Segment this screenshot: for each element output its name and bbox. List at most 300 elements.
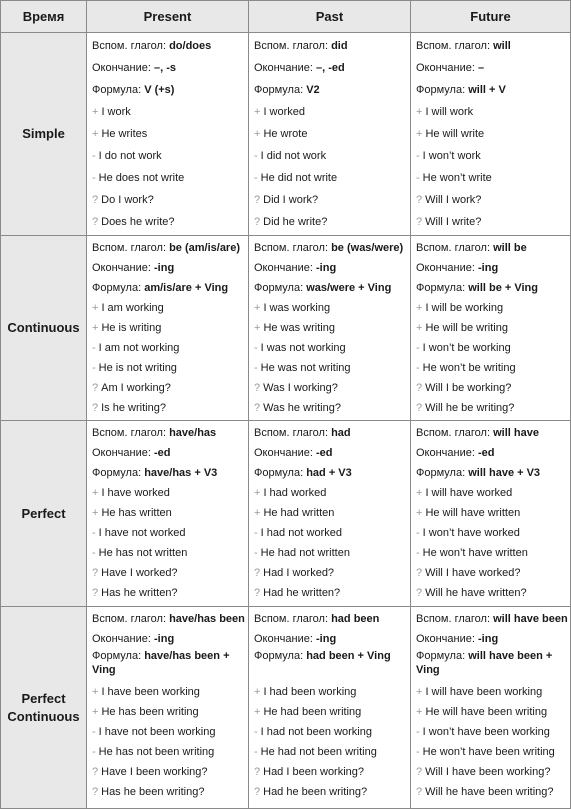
example-sign: +: [92, 507, 99, 519]
example-line: [254, 762, 407, 782]
example-text: I will have been working: [425, 686, 543, 698]
tense-cell-future: [411, 607, 571, 809]
aux-value: did: [331, 40, 348, 52]
example-sign: -: [416, 342, 420, 354]
example-text: He won’t have been writing: [422, 746, 555, 758]
aux-label: Вспом. глагол:: [416, 613, 491, 625]
example-text: Will I work?: [425, 194, 482, 206]
ending-line: [254, 57, 407, 79]
example-line: [92, 483, 245, 503]
header-time: Время: [1, 1, 87, 33]
example-line: [416, 167, 567, 189]
example-text: He had not written: [260, 547, 350, 559]
example-text: He does not write: [98, 172, 185, 184]
example-text: I had not been working: [260, 726, 372, 738]
example-line: [254, 167, 407, 189]
aux-line: [92, 609, 245, 629]
example-text: I had worked: [263, 487, 327, 499]
header-row: [1, 1, 571, 33]
header-past: Past: [249, 1, 411, 33]
example-line: [416, 702, 567, 722]
formula-line: [254, 649, 407, 682]
example-sign: ?: [254, 567, 261, 579]
example-line: [92, 742, 245, 762]
example-sign: ?: [254, 194, 261, 206]
example-text: I am not working: [98, 342, 180, 354]
example-line: [92, 358, 245, 378]
example-text: He had not been writing: [260, 746, 377, 758]
example-text: Have I worked?: [101, 567, 178, 579]
example-line: [416, 398, 567, 418]
example-line: [254, 298, 407, 318]
example-line: [92, 523, 245, 543]
example-text: Has he written?: [101, 587, 178, 599]
aux-label: Вспом. глагол:: [92, 242, 167, 254]
example-text: He will be writing: [425, 322, 508, 334]
example-sign: ?: [416, 766, 423, 778]
example-line: [92, 398, 245, 418]
ending-value: -ing: [316, 262, 337, 274]
example-sign: ?: [254, 382, 261, 394]
example-text: I won’t work: [422, 150, 481, 162]
tense-row: [1, 33, 571, 236]
example-line: [254, 358, 407, 378]
example-line: [416, 318, 567, 338]
tense-name: Perfect: [1, 421, 87, 607]
example-text: He has been writing: [101, 706, 199, 718]
formula-value: V2: [306, 84, 320, 96]
aux-value: had: [331, 427, 351, 439]
example-text: He has not been writing: [98, 746, 215, 758]
example-sign: -: [92, 527, 96, 539]
example-text: Has he been writing?: [101, 786, 205, 798]
aux-label: Вспом. глагол:: [416, 40, 491, 52]
aux-line: [92, 423, 245, 443]
aux-label: Вспом. глагол:: [254, 40, 329, 52]
formula-value: V (+s): [144, 84, 175, 96]
ending-value: -ed: [316, 447, 333, 459]
ending-label: Окончание:: [92, 447, 151, 459]
tense-cell-present: [87, 607, 249, 809]
example-line: [92, 338, 245, 358]
formula-line: [416, 649, 567, 682]
aux-value: do/does: [169, 40, 212, 52]
example-line: [92, 167, 245, 189]
example-sign: +: [254, 686, 261, 698]
ending-value: –, -ed: [316, 62, 345, 74]
header-future: Future: [411, 1, 571, 33]
example-line: [416, 189, 567, 211]
formula-line: [92, 463, 245, 483]
formula-line: [416, 463, 567, 483]
tense-cell-present: [87, 33, 249, 236]
example-sign: -: [92, 362, 96, 374]
tense-row: [1, 607, 571, 809]
example-sign: ?: [254, 402, 261, 414]
ending-line: [254, 629, 407, 649]
tenses-body: [1, 33, 571, 809]
example-sign: ?: [254, 587, 261, 599]
tense-cell-past: [249, 33, 411, 236]
example-sign: -: [416, 150, 420, 162]
tense-cell-present: [87, 421, 249, 607]
example-line: [416, 762, 567, 782]
formula-value: have/has been + Ving: [92, 650, 230, 676]
example-sign: +: [92, 128, 99, 140]
ending-label: Окончание:: [254, 447, 313, 459]
example-line: [92, 145, 245, 167]
example-text: Will he have been writing?: [425, 786, 554, 798]
ending-value: -ing: [478, 633, 499, 645]
example-line: [254, 782, 407, 802]
example-text: I worked: [263, 106, 306, 118]
aux-value: will have been: [493, 613, 568, 625]
example-line: [254, 338, 407, 358]
example-text: He has not written: [98, 547, 188, 559]
example-line: [254, 742, 407, 762]
formula-line: [254, 79, 407, 101]
example-text: I have not been working: [98, 726, 216, 738]
header-present: Present: [87, 1, 249, 33]
example-sign: -: [416, 172, 420, 184]
example-line: [92, 722, 245, 742]
aux-line: [254, 238, 407, 258]
example-text: He will have been writing: [425, 706, 548, 718]
formula-value: have/has + V3: [144, 467, 218, 479]
formula-value: had + V3: [306, 467, 352, 479]
example-line: [92, 682, 245, 702]
example-sign: -: [416, 527, 420, 539]
example-line: [92, 378, 245, 398]
formula-label: Формула:: [92, 650, 142, 662]
aux-value: will: [493, 40, 511, 52]
example-text: Will I have worked?: [425, 567, 521, 579]
example-line: [92, 318, 245, 338]
ending-label: Окончание:: [92, 62, 151, 74]
aux-line: [254, 609, 407, 629]
example-line: [416, 338, 567, 358]
example-line: [416, 378, 567, 398]
ending-value: –, -s: [154, 62, 177, 74]
example-sign: +: [416, 686, 423, 698]
example-sign: ?: [416, 382, 423, 394]
aux-label: Вспом. глагол:: [254, 613, 329, 625]
example-text: Have I been working?: [101, 766, 208, 778]
formula-line: [416, 79, 567, 101]
ending-value: -ing: [316, 633, 337, 645]
example-line: [254, 123, 407, 145]
tense-cell-past: [249, 236, 411, 421]
example-sign: +: [416, 302, 423, 314]
example-sign: -: [254, 746, 258, 758]
formula-label: Формула:: [254, 467, 304, 479]
example-text: I will work: [425, 106, 474, 118]
ending-label: Окончание:: [416, 633, 475, 645]
example-line: [254, 543, 407, 563]
example-line: [254, 563, 407, 583]
example-text: I have not worked: [98, 527, 186, 539]
aux-value: have/has been: [169, 613, 245, 625]
example-sign: +: [416, 706, 423, 718]
aux-value: will be: [493, 242, 527, 254]
example-sign: ?: [254, 766, 261, 778]
example-text: He is not writing: [98, 362, 177, 374]
formula-label: Формула:: [416, 467, 466, 479]
formula-label: Формула:: [92, 282, 142, 294]
example-line: [254, 211, 407, 233]
formula-label: Формула:: [254, 84, 304, 96]
example-text: I work: [101, 106, 131, 118]
formula-value: will have + V3: [468, 467, 541, 479]
aux-line: [416, 238, 567, 258]
ending-line: [416, 629, 567, 649]
example-sign: +: [254, 487, 261, 499]
example-sign: -: [92, 150, 96, 162]
example-text: He will have written: [425, 507, 521, 519]
example-text: He will write: [425, 128, 485, 140]
formula-label: Формула:: [416, 650, 466, 662]
ending-line: [92, 258, 245, 278]
example-text: He had written: [263, 507, 335, 519]
example-sign: -: [254, 150, 258, 162]
example-sign: -: [92, 342, 96, 354]
example-text: Had he written?: [263, 587, 341, 599]
example-text: I am working: [101, 302, 164, 314]
ending-value: -ing: [478, 262, 499, 274]
tense-cell-past: [249, 421, 411, 607]
example-sign: -: [92, 547, 96, 559]
example-sign: ?: [92, 216, 99, 228]
example-text: Will I write?: [425, 216, 482, 228]
example-line: [92, 503, 245, 523]
aux-line: [416, 423, 567, 443]
example-sign: +: [416, 487, 423, 499]
example-sign: +: [416, 322, 423, 334]
aux-line: [92, 35, 245, 57]
example-sign: ?: [416, 587, 423, 599]
aux-label: Вспом. глагол:: [92, 40, 167, 52]
example-line: [254, 101, 407, 123]
example-sign: ?: [92, 194, 99, 206]
example-line: [254, 145, 407, 167]
example-line: [92, 702, 245, 722]
example-text: I won’t have worked: [422, 527, 520, 539]
example-sign: +: [92, 487, 99, 499]
example-sign: +: [254, 106, 261, 118]
example-text: Was I working?: [263, 382, 338, 394]
example-sign: ?: [92, 402, 99, 414]
formula-value: will + V: [468, 84, 506, 96]
formula-line: [92, 79, 245, 101]
example-line: [92, 543, 245, 563]
formula-value: had been + Ving: [306, 650, 391, 662]
aux-value: be (was/were): [331, 242, 404, 254]
example-sign: -: [92, 746, 96, 758]
aux-label: Вспом. глагол:: [92, 613, 167, 625]
example-line: [416, 123, 567, 145]
example-line: [254, 483, 407, 503]
tense-row: [1, 236, 571, 421]
example-text: I won’t be working: [422, 342, 511, 354]
aux-line: [416, 35, 567, 57]
example-text: Am I working?: [101, 382, 171, 394]
formula-label: Формула:: [92, 467, 142, 479]
example-line: [254, 702, 407, 722]
example-sign: ?: [416, 567, 423, 579]
example-line: [92, 298, 245, 318]
example-text: He did not write: [260, 172, 338, 184]
example-sign: +: [92, 706, 99, 718]
formula-line: [92, 649, 245, 682]
example-line: [416, 358, 567, 378]
example-sign: -: [416, 746, 420, 758]
example-line: [416, 298, 567, 318]
formula-line: [416, 278, 567, 298]
example-text: I did not work: [260, 150, 327, 162]
example-sign: -: [254, 172, 258, 184]
example-text: Will I be working?: [425, 382, 512, 394]
tense-cell-future: [411, 236, 571, 421]
example-sign: +: [416, 507, 423, 519]
example-text: I was working: [263, 302, 331, 314]
example-text: Is he writing?: [101, 402, 166, 414]
example-text: Will I have been working?: [425, 766, 551, 778]
example-text: I have worked: [101, 487, 170, 499]
tense-cell-past: [249, 607, 411, 809]
example-sign: -: [416, 547, 420, 559]
example-line: [92, 583, 245, 603]
example-line: [92, 123, 245, 145]
aux-value: have/has: [169, 427, 217, 439]
formula-line: [254, 278, 407, 298]
example-text: He won’t be writing: [422, 362, 516, 374]
example-line: [92, 782, 245, 802]
ending-label: Окончание:: [416, 447, 475, 459]
example-sign: -: [416, 362, 420, 374]
example-line: [254, 523, 407, 543]
example-line: [92, 563, 245, 583]
example-line: [254, 722, 407, 742]
ending-label: Окончание:: [254, 633, 313, 645]
example-text: I had not worked: [260, 527, 343, 539]
example-line: [416, 583, 567, 603]
aux-label: Вспом. глагол:: [416, 242, 491, 254]
aux-value: will have: [493, 427, 539, 439]
formula-value: will be + Ving: [468, 282, 538, 294]
example-line: [416, 211, 567, 233]
example-sign: +: [92, 686, 99, 698]
example-sign: -: [254, 547, 258, 559]
example-line: [92, 211, 245, 233]
example-line: [254, 503, 407, 523]
ending-label: Окончание:: [416, 62, 475, 74]
aux-line: [254, 35, 407, 57]
ending-value: -ing: [154, 633, 175, 645]
example-line: [416, 523, 567, 543]
example-line: [254, 583, 407, 603]
example-text: He writes: [101, 128, 148, 140]
example-line: [416, 145, 567, 167]
ending-line: [416, 57, 567, 79]
aux-line: [416, 609, 567, 629]
ending-line: [92, 629, 245, 649]
formula-label: Формула:: [416, 84, 466, 96]
aux-line: [254, 423, 407, 443]
formula-line: [92, 278, 245, 298]
aux-line: [92, 238, 245, 258]
formula-value: am/is/are + Ving: [144, 282, 229, 294]
example-sign: -: [254, 726, 258, 738]
example-line: [416, 101, 567, 123]
example-sign: ?: [416, 194, 423, 206]
example-sign: +: [254, 507, 261, 519]
tense-name: Simple: [1, 33, 87, 236]
aux-label: Вспом. глагол:: [416, 427, 491, 439]
example-text: I do not work: [98, 150, 162, 162]
example-text: I won’t have been working: [422, 726, 550, 738]
ending-value: –: [478, 62, 485, 74]
example-sign: +: [254, 128, 261, 140]
example-text: Will he be writing?: [425, 402, 515, 414]
example-text: I have been working: [101, 686, 200, 698]
example-text: Will he have written?: [425, 587, 527, 599]
ending-line: [416, 443, 567, 463]
example-line: [416, 503, 567, 523]
tense-name: Continuous: [1, 236, 87, 421]
example-line: [416, 682, 567, 702]
example-line: [92, 762, 245, 782]
ending-line: [254, 258, 407, 278]
aux-value: be (am/is/are): [169, 242, 240, 254]
example-sign: -: [254, 342, 258, 354]
example-sign: ?: [92, 766, 99, 778]
example-text: He won’t have written: [422, 547, 528, 559]
ending-label: Окончание:: [92, 633, 151, 645]
example-line: [416, 742, 567, 762]
aux-label: Вспом. глагол:: [92, 427, 167, 439]
example-line: [416, 483, 567, 503]
example-text: He won’t write: [422, 172, 492, 184]
example-sign: ?: [416, 786, 423, 798]
example-line: [254, 318, 407, 338]
example-line: [254, 682, 407, 702]
example-line: [92, 189, 245, 211]
ending-label: Окончание:: [254, 62, 313, 74]
example-sign: -: [254, 362, 258, 374]
ending-value: -ed: [478, 447, 495, 459]
example-sign: ?: [254, 786, 261, 798]
tense-row: [1, 421, 571, 607]
example-text: He has written: [101, 507, 172, 519]
example-sign: -: [254, 527, 258, 539]
formula-value: will have been + Ving: [416, 650, 553, 676]
example-sign: ?: [92, 382, 99, 394]
example-line: [254, 398, 407, 418]
aux-value: had been: [331, 613, 380, 625]
example-text: Did he write?: [263, 216, 328, 228]
example-sign: +: [416, 106, 423, 118]
example-sign: +: [92, 106, 99, 118]
example-sign: ?: [92, 587, 99, 599]
example-text: He is writing: [101, 322, 162, 334]
example-text: I had been working: [263, 686, 357, 698]
example-line: [416, 563, 567, 583]
example-sign: +: [254, 706, 261, 718]
formula-value: was/were + Ving: [306, 282, 392, 294]
ending-value: -ing: [154, 262, 175, 274]
tense-cell-present: [87, 236, 249, 421]
ending-line: [92, 57, 245, 79]
